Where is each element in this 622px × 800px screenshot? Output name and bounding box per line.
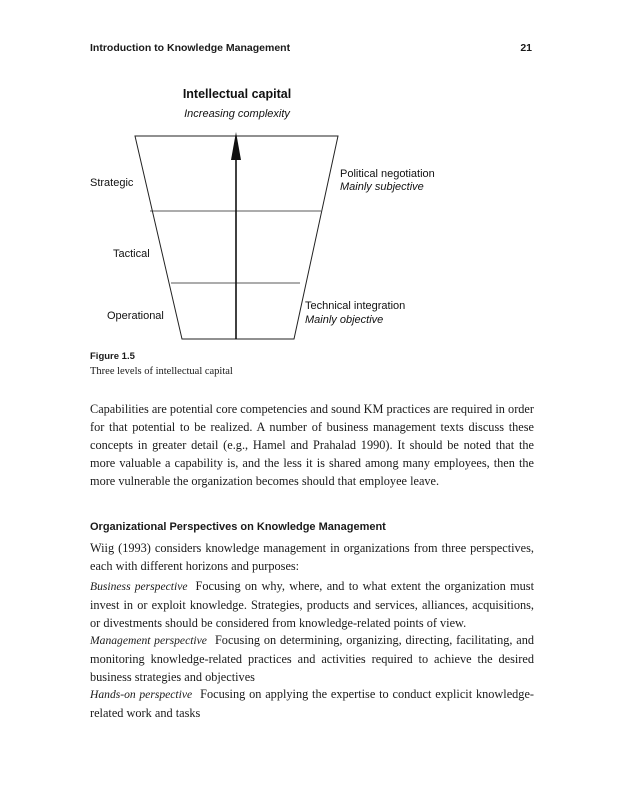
hands-on-perspective-item	[90, 685, 534, 722]
page-number: 21	[520, 42, 532, 54]
running-header	[90, 42, 536, 58]
perspective-description: Focusing on determining, organizing, directing, facilitating, and monitoring knowledge-related practices and activities required to achieve the desired business strategies and objectives	[90, 633, 534, 684]
section-heading: Organizational Perspectives on Knowledge Management	[90, 521, 386, 533]
business-perspective-item	[90, 577, 534, 632]
figure-subtitle: Increasing complexity	[184, 108, 290, 120]
perspective-description: Focusing on applying the expertise to conduct explicit knowledge-related work and tasks	[90, 687, 535, 720]
perspective-term: Management perspective	[90, 634, 207, 647]
perspective-description: Focusing on why, where, and to what extent the organization must invest in or exploit knowledge. Strategies, products and services, alliances, acquisitions, or divestments should be considered from knowledge-related points of view.	[90, 579, 534, 630]
figure-diagram	[0, 80, 622, 350]
mainly-objective-label: Mainly objective	[305, 314, 384, 326]
level-label-strategic: Strategic	[90, 177, 134, 189]
technical-integration-label: Technical integration	[305, 300, 406, 312]
mainly-subjective-label: Mainly subjective	[340, 181, 424, 193]
level-label-tactical: Tactical	[113, 248, 150, 260]
figure-caption-text: Three levels of intellectual capital	[90, 366, 233, 377]
running-header-title: Introduction to Knowledge Management	[90, 42, 291, 54]
figure-intellectual-capital	[0, 80, 622, 350]
figure-title: Intellectual capital	[182, 87, 292, 101]
management-perspective-item	[90, 631, 534, 686]
level-label-operational: Operational	[107, 310, 164, 322]
political-negotiation-label: Political negotiation	[340, 168, 435, 180]
section-intro-paragraph: Wiig (1993) considers knowledge management in organizations from three perspectives, each with different horizons and purposes:	[90, 541, 534, 573]
figure-caption-label: Figure 1.5	[90, 351, 135, 362]
body-paragraph: Capabilities are potential core competencies and sound KM practices are required in order for that potential to be realized. A number of business management texts discuss these concepts in greater detail (e.g., Hamel and Prahalad 1990). It should be noted that the more valuable a capability is, and the less it is shared among many employees, then the more vulnerable the organization becomes should that employee leave.	[90, 402, 534, 488]
perspective-term: Business perspective	[90, 580, 188, 593]
perspective-term: Hands-on perspective	[90, 688, 193, 701]
